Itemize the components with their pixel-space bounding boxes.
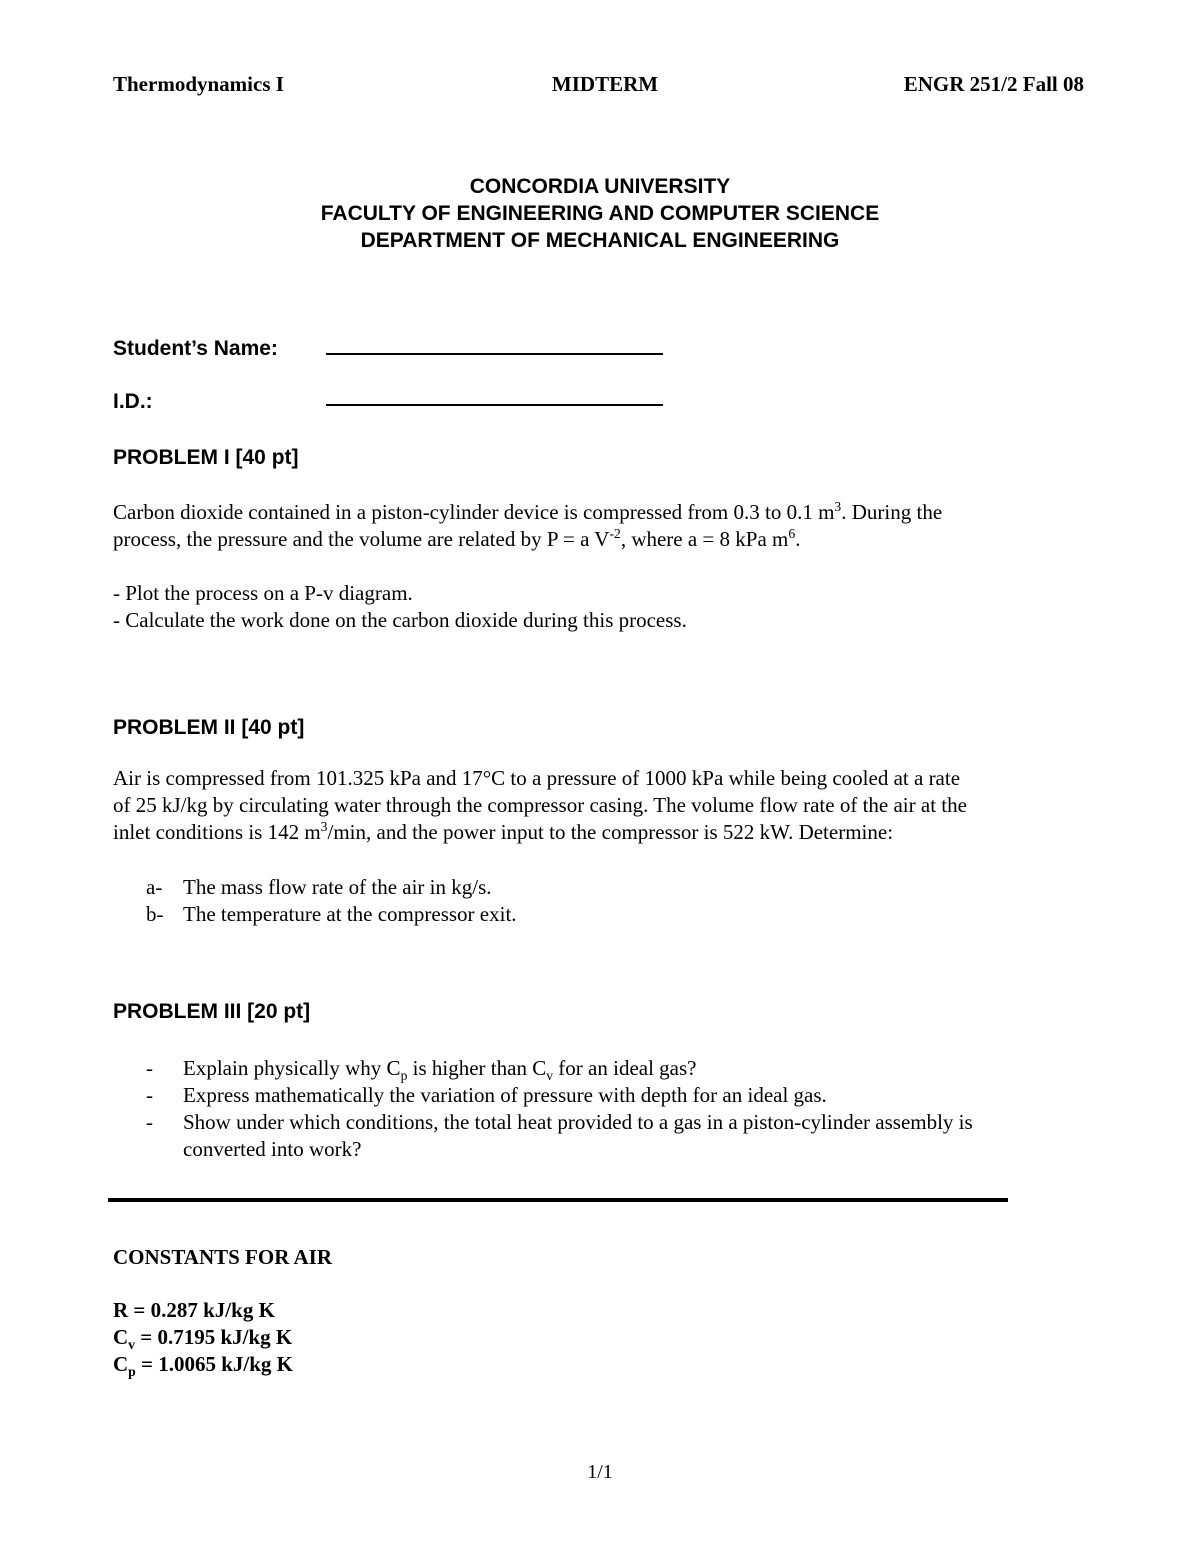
student-id-blank[interactable] [326, 404, 663, 406]
problem-1-task-1: - Plot the process on a P-v diagram. [113, 581, 413, 605]
problem-2-statement [113, 765, 1088, 846]
department-name: DEPARTMENT OF MECHANICAL ENGINEERING [360, 229, 840, 252]
list-item-text: Show under which conditions, the total heat provided to a gas in a piston-cylinder assembly is converted into work? [183, 1110, 973, 1161]
list-marker: a- [146, 875, 163, 899]
constant-cv: $C_v = 0.7195$ kJ/kg K [113, 1325, 293, 1353]
problem-2-line-2: of 25 kJ/kg by circulating water through the compressor casing. The volume flow rate of the air at the [113, 793, 967, 817]
problem-2-title: PROBLEM II [40 pt] [113, 716, 305, 739]
list-marker: - [146, 1110, 153, 1134]
problem-1-tasks [113, 580, 1088, 634]
problem-3-title: PROBLEM III [20 pt] [113, 1000, 311, 1023]
problem-1-line-1: Carbon dioxide contained in a piston-cylinder device is compressed from 0.3 to 0.1 $m^3$. During the [113, 499, 943, 524]
list-item-text: The mass flow rate of the air in kg/s. [183, 875, 492, 899]
header-course-code: ENGR 251/2 Fall 08 [903, 72, 1084, 96]
page-number: 1/1 [587, 1461, 613, 1483]
student-name-blank[interactable] [326, 353, 663, 355]
constants-title: CONSTANTS FOR AIR [113, 1245, 332, 1269]
list-marker: - [146, 1083, 153, 1107]
list-item-text: Express mathematically the variation of pressure with depth for an ideal gas. [183, 1083, 827, 1107]
list-item-text: The temperature at the compressor exit. [183, 902, 517, 926]
university-name: CONCORDIA UNIVERSITY [469, 175, 731, 198]
student-id-label: I.D.: [113, 390, 153, 413]
student-name-label: Student’s Name: [113, 337, 278, 360]
section-divider [108, 1198, 1008, 1202]
problem-1-line-2: process, the pressure and the volume are related by P = a $V^{-2}$, where a = 8 kPa $m^6$. [113, 526, 801, 551]
problem-1-title: PROBLEM I [40 pt] [113, 446, 299, 469]
problem-1-task-2: - Calculate the work done on the carbon dioxide during this process. [113, 608, 687, 632]
list-marker: b- [146, 902, 164, 926]
list-item-text: Explain physically why $C_p$ is higher than $C_v$ for an ideal gas? [183, 1056, 697, 1084]
problem-2-line-3: inlet conditions is 142 $m^3/\min$, and the power input to the compressor is 522 kW. Determine: [113, 819, 894, 844]
faculty-name: FACULTY OF ENGINEERING AND COMPUTER SCIENCE [320, 202, 880, 225]
problem-2-line-1: Air is compressed from 101.325 kPa and 17°C to a pressure of 1000 kPa while being cooled at a rate [113, 766, 961, 790]
header-course: Thermodynamics I [113, 72, 284, 96]
constant-cp: $C_p = 1.0065$ kJ/kg K [113, 1352, 294, 1380]
problem-1-statement [113, 499, 1088, 553]
list-marker: - [146, 1056, 153, 1080]
constant-r: R = 0.287 kJ/kg K [113, 1298, 275, 1322]
header-exam-type: MIDTERM [551, 72, 659, 96]
